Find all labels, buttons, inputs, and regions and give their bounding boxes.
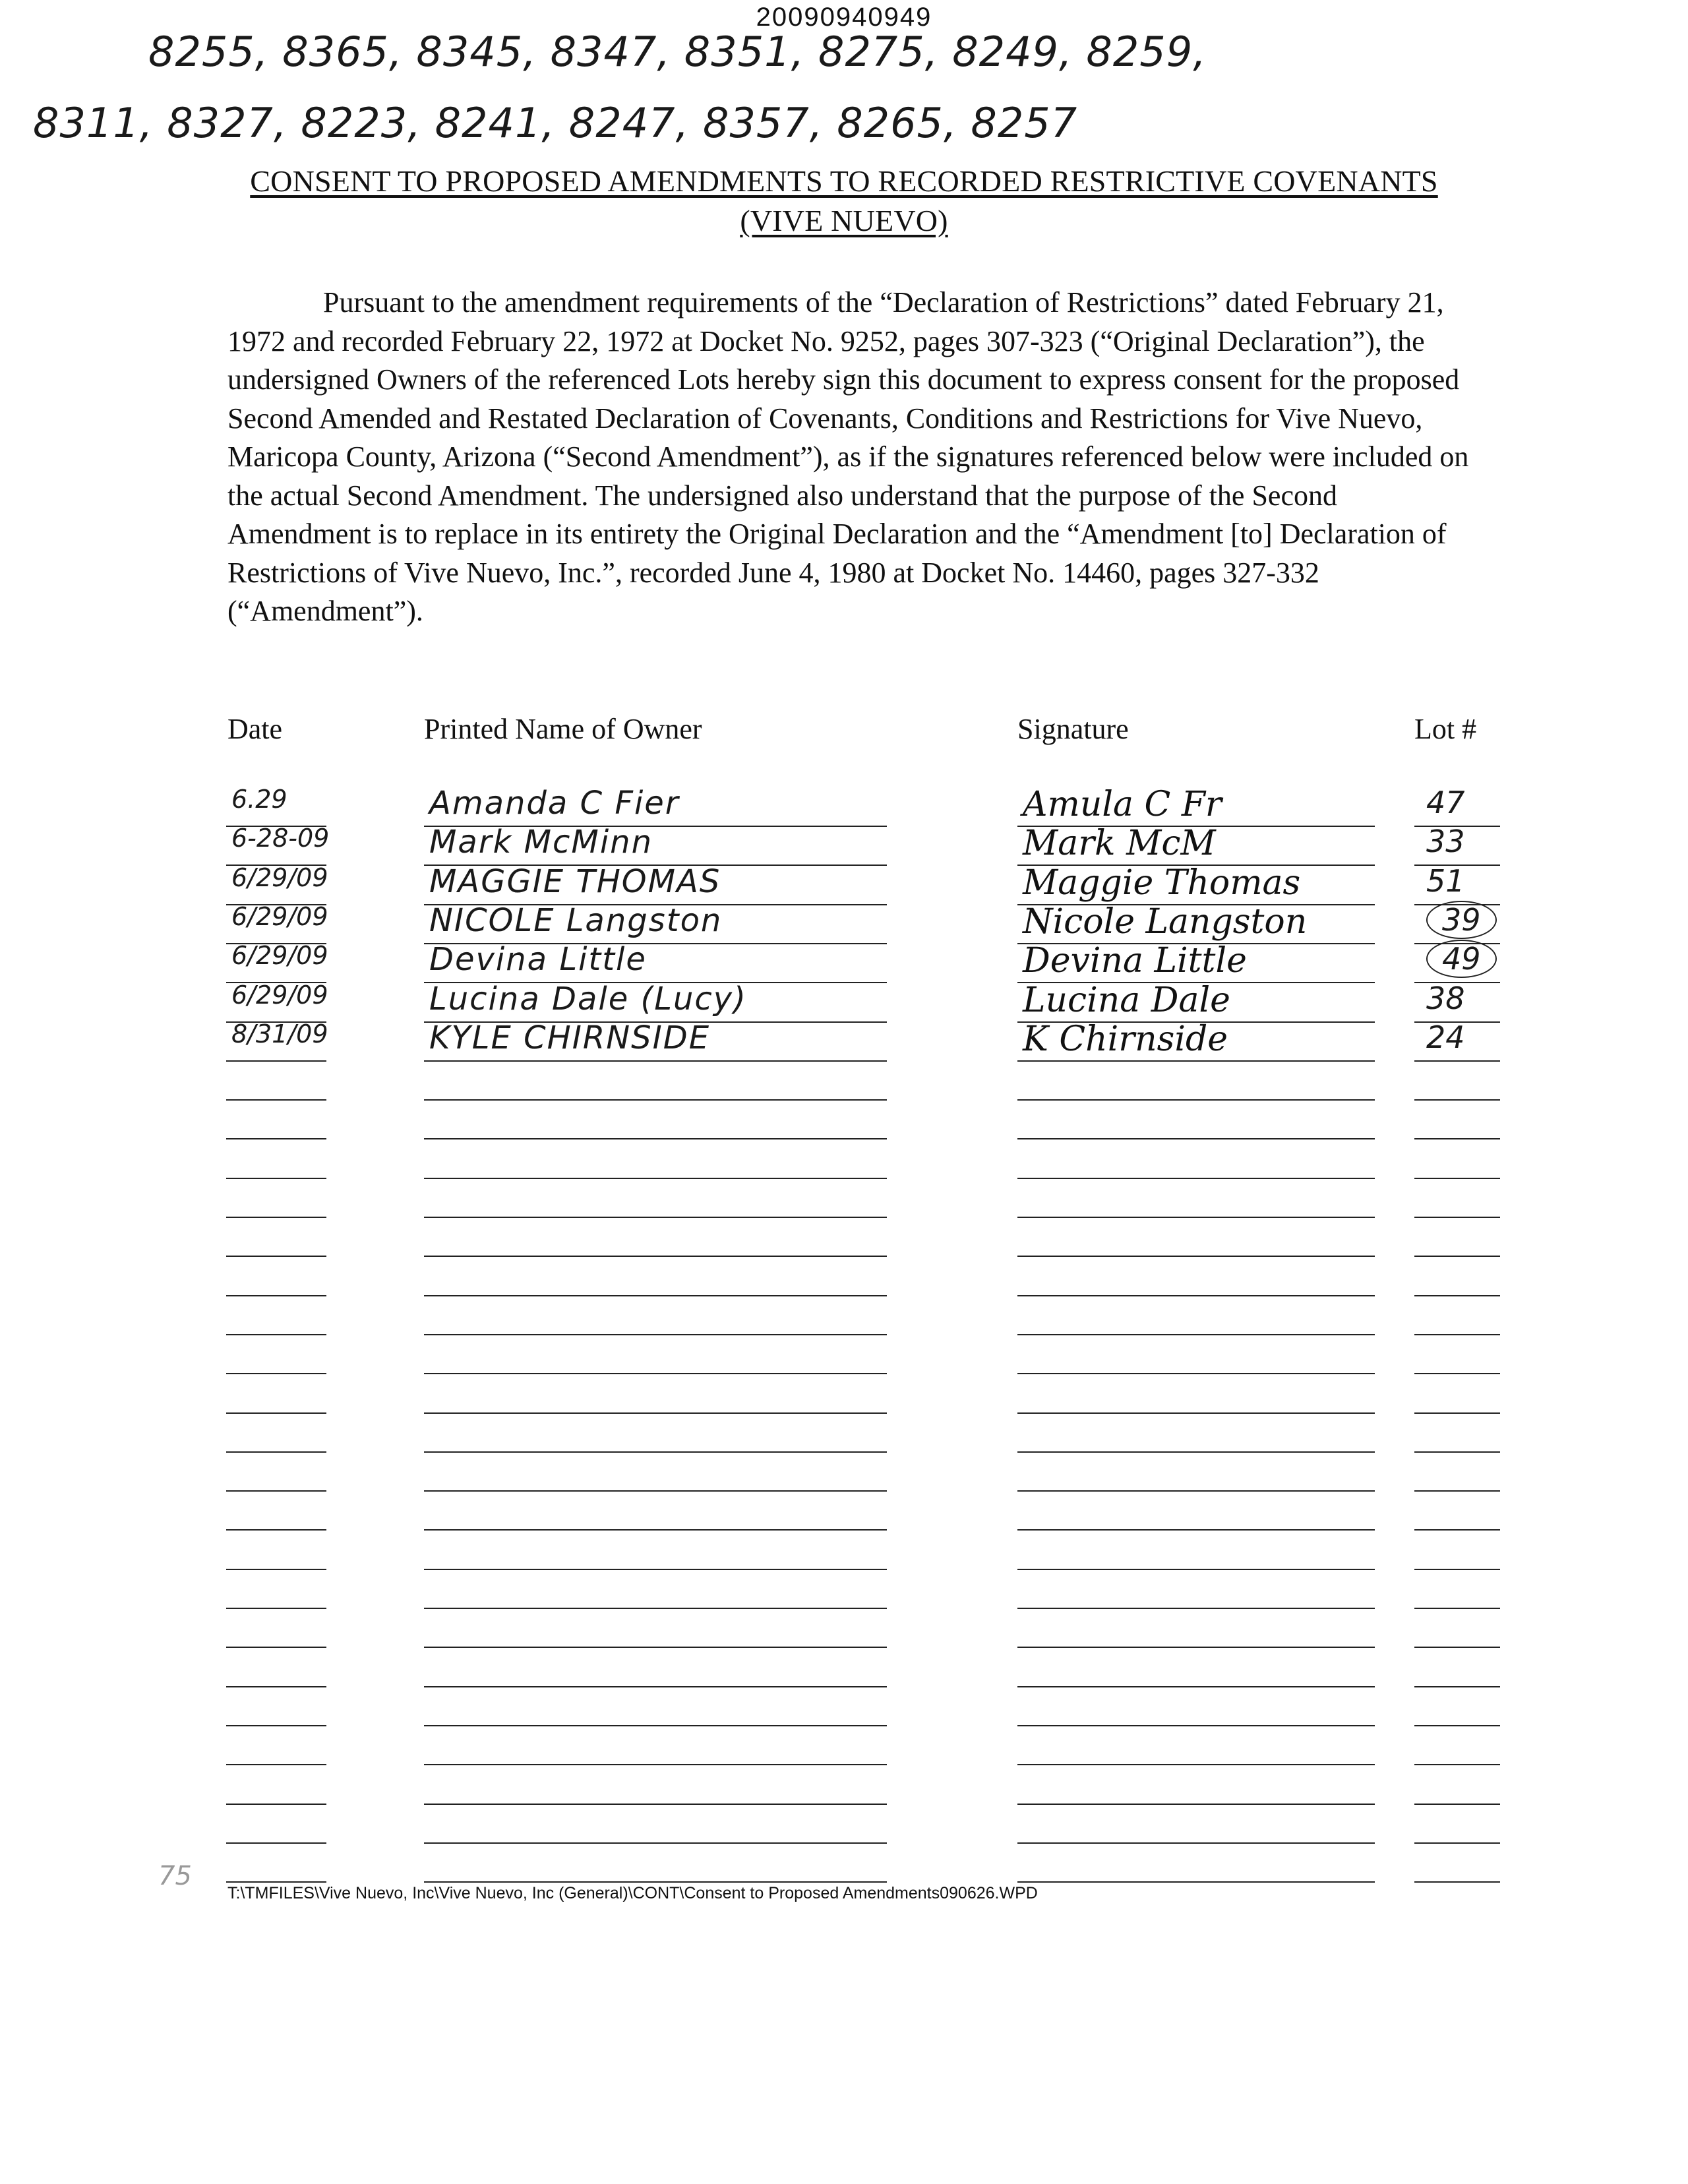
- signature-line-name: [424, 1178, 887, 1179]
- signature-line-name: [424, 1764, 887, 1765]
- signature-line-lot: [1414, 1764, 1500, 1765]
- signature-line-signature: [1017, 1256, 1375, 1257]
- signature-line-signature: [1017, 1647, 1375, 1648]
- signature-line-lot: [1414, 1256, 1500, 1257]
- signature-line-date: [226, 1804, 326, 1805]
- signature-line-name: [424, 1412, 887, 1414]
- signature-line-name: [424, 1295, 887, 1296]
- signature-line-date: [226, 1686, 326, 1687]
- table-row-date: [231, 902, 328, 931]
- signature-line-lot: [1414, 1686, 1500, 1687]
- cell-signature-text: Devina Little: [1023, 941, 1247, 981]
- signature-line-date: [226, 1647, 326, 1648]
- signature-line-signature: [1017, 1217, 1375, 1218]
- cell-signature-text: Nicole Langston: [1023, 902, 1308, 942]
- signature-line-lot: [1414, 1725, 1500, 1726]
- signature-line-lot: [1414, 1608, 1500, 1609]
- signature-line-name: [424, 1373, 887, 1374]
- cell-name-text: Lucina Dale (Lucy): [429, 981, 747, 1017]
- signature-line-signature: [1017, 1569, 1375, 1570]
- signature-line-name: [424, 1804, 887, 1805]
- signature-line-lot: [1414, 1647, 1500, 1648]
- signature-line-name: [424, 1099, 887, 1101]
- signature-line-signature: [1017, 1099, 1375, 1101]
- signature-line-name: [424, 1647, 887, 1648]
- table-row-name: [429, 941, 647, 978]
- cell-signature-text: K Chirnside: [1023, 1019, 1228, 1059]
- table-row-lot: [1426, 981, 1465, 1016]
- document-title: CONSENT TO PROPOSED AMENDMENTS TO RECORDED RESTRICTIVE COVENANTS: [250, 164, 1438, 198]
- signature-line-name: [424, 1334, 887, 1335]
- signature-line-lot: [1414, 1451, 1500, 1453]
- signature-line-date: [226, 1373, 326, 1374]
- signature-line-name: [424, 1725, 887, 1726]
- table-row-name: [429, 981, 747, 1017]
- signature-line-name: [424, 1138, 887, 1139]
- table-row-lot: [1426, 902, 1497, 938]
- signature-line-name: [424, 1569, 887, 1570]
- signature-line-lot: [1414, 1060, 1500, 1062]
- signature-line-signature: [1017, 1842, 1375, 1844]
- table-row-signature: [1023, 902, 1307, 942]
- signature-line-signature: [1017, 1334, 1375, 1335]
- signature-line-date: [226, 1451, 326, 1453]
- cell-name-text: NICOLE Langston: [429, 902, 723, 939]
- signature-line-lot: [1414, 1881, 1500, 1883]
- cell-lot-text: 33: [1426, 824, 1465, 859]
- signature-line-signature: [1017, 1060, 1375, 1062]
- handwritten-lot-list-line-2: 8311, 8327, 8223, 8241, 8247, 8357, 8265, 8257: [33, 99, 1078, 147]
- signature-line-lot: [1414, 1334, 1500, 1335]
- signature-line-date: [226, 1569, 326, 1570]
- consent-paragraph: [227, 284, 1480, 631]
- signature-line-date: [226, 1490, 326, 1492]
- signature-line-signature: [1017, 1608, 1375, 1609]
- signature-line-date: [226, 1764, 326, 1765]
- table-row-name: [429, 1019, 710, 1056]
- signature-line-name: [424, 1060, 887, 1062]
- signature-line-signature: [1017, 1412, 1375, 1414]
- cell-signature-text: Lucina Dale: [1023, 981, 1230, 1020]
- cell-date-text: 6/29/09: [231, 941, 328, 970]
- cell-lot-text: 38: [1426, 981, 1465, 1016]
- table-row-lot: [1426, 941, 1497, 977]
- cell-name-text: KYLE CHIRNSIDE: [429, 1019, 711, 1056]
- cell-lot-text: 24: [1426, 1019, 1465, 1055]
- signature-line-lot: [1414, 1138, 1500, 1139]
- cell-date-text: 6/29/09: [231, 981, 328, 1010]
- signature-line-lot: [1414, 1804, 1500, 1805]
- signature-line-lot: [1414, 1217, 1500, 1218]
- signature-line-signature: [1017, 1686, 1375, 1687]
- cell-name-text: Amanda C Fier: [429, 785, 680, 822]
- signature-line-name: [424, 1881, 887, 1883]
- column-header-date: Date: [227, 713, 283, 745]
- table-row-lot: [1426, 1019, 1465, 1055]
- table-row-date: [231, 981, 328, 1010]
- signature-line-name: [424, 1217, 887, 1218]
- signature-line-signature: [1017, 1138, 1375, 1139]
- cell-name-text: MAGGIE THOMAS: [429, 863, 721, 900]
- column-header-lot: Lot #: [1414, 713, 1477, 745]
- signature-line-signature: [1017, 1725, 1375, 1726]
- column-header-printed-name: Printed Name of Owner: [424, 713, 702, 745]
- margin-mark: 75: [158, 1861, 192, 1891]
- signature-line-date: [226, 1412, 326, 1414]
- signature-line-lot: [1414, 1412, 1500, 1414]
- signature-line-signature: [1017, 1529, 1375, 1531]
- table-row-date: [231, 863, 328, 892]
- cell-lot-text: 47: [1426, 785, 1465, 820]
- signature-line-name: [424, 1686, 887, 1687]
- signature-line-signature: [1017, 1178, 1375, 1179]
- signature-line-date: [226, 1881, 326, 1883]
- table-row-name: [429, 785, 680, 822]
- cell-date-text: 6.29: [231, 785, 287, 814]
- signature-line-date: [226, 1334, 326, 1335]
- signature-line-lot: [1414, 1373, 1500, 1374]
- signature-line-lot: [1414, 1529, 1500, 1531]
- table-row-name: [429, 824, 653, 861]
- cell-signature-text: Maggie Thomas: [1023, 863, 1301, 903]
- cell-name-text: Devina Little: [429, 941, 647, 978]
- signature-line-lot: [1414, 1295, 1500, 1296]
- handwritten-lot-list-line-1: 8255, 8365, 8345, 8347, 8351, 8275, 8249, 8259,: [148, 28, 1207, 76]
- signature-line-signature: [1017, 1373, 1375, 1374]
- signature-line-lot: [1414, 1490, 1500, 1492]
- footer-file-path: T:\TMFILES\Vive Nuevo, Inc\Vive Nuevo, Inc (General)\CONT\Consent to Proposed Amendments090626.WPD: [227, 1884, 1038, 1902]
- signature-line-date: [226, 1217, 326, 1218]
- signature-line-date: [226, 1256, 326, 1257]
- document-subtitle: (VIVE NUEVO): [740, 204, 948, 237]
- cell-signature-text: Amula C Fr: [1023, 785, 1222, 824]
- table-row-date: [231, 824, 329, 853]
- table-row-signature: [1023, 981, 1230, 1020]
- signature-line-name: [424, 1490, 887, 1492]
- signature-line-name: [424, 1842, 887, 1844]
- signature-line-lot: [1414, 1099, 1500, 1101]
- recording-number: 20090940949: [756, 3, 932, 32]
- signature-line-signature: [1017, 1881, 1375, 1883]
- cell-date-text: 6/29/09: [231, 863, 328, 892]
- cell-lot-text: 51: [1426, 863, 1465, 899]
- signature-line-signature: [1017, 1451, 1375, 1453]
- table-row-signature: [1023, 824, 1216, 863]
- table-row-lot: [1426, 785, 1465, 820]
- signature-line-name: [424, 1529, 887, 1531]
- signature-line-lot: [1414, 1842, 1500, 1844]
- signature-line-date: [226, 1608, 326, 1609]
- signature-line-lot: [1414, 1178, 1500, 1179]
- signature-line-name: [424, 1608, 887, 1609]
- signature-line-date: [226, 1060, 326, 1062]
- table-row-date: [231, 941, 328, 970]
- cell-signature-text: Mark McM: [1023, 824, 1216, 863]
- table-row-name: [429, 902, 722, 939]
- cell-date-text: 6-28-09: [231, 824, 330, 853]
- signature-line-signature: [1017, 1295, 1375, 1296]
- signature-line-signature: [1017, 1490, 1375, 1492]
- table-row-signature: [1023, 785, 1222, 824]
- table-row-date: [231, 785, 287, 814]
- signature-line-date: [226, 1725, 326, 1726]
- table-row-signature: [1023, 941, 1247, 981]
- column-header-signature: Signature: [1017, 713, 1129, 745]
- table-row-lot: [1426, 824, 1465, 859]
- signature-line-name: [424, 1451, 887, 1453]
- signature-line-date: [226, 1295, 326, 1296]
- table-row-signature: [1023, 863, 1300, 903]
- signature-line-date: [226, 1178, 326, 1179]
- signature-line-date: [226, 1099, 326, 1101]
- signature-line-date: [226, 1138, 326, 1139]
- table-row-signature: [1023, 1019, 1228, 1059]
- consent-paragraph-text: Pursuant to the amendment requirements of the “Declaration of Restrictions” dated February 21, 1972 and recorded February 22, 1972 at Docket No. 9252, pages 307-323 (“Original Declaration”), the undersigned Owners of the referenced Lots hereby sign this document to express consent for the proposed Second Amended and Restated Declaration of Covenants, Conditions and Restrictions for Vive Nuevo, Maricopa County, Arizona (“Second Amendment”), as if the signatures referenced below were included on the actual Second Amendment. The undersigned also understand that the purpose of the Second Amendment is to replace in its entirety the Original Declaration and the “Amendment [to] Declaration of Restrictions of Vive Nuevo, Inc.”, recorded June 4, 1980 at Docket No. 14460, pages 327-332 (“Amendment”).: [227, 286, 1469, 627]
- table-row-name: [429, 863, 721, 900]
- cell-name-text: Mark McMinn: [429, 824, 653, 861]
- signature-line-signature: [1017, 1764, 1375, 1765]
- cell-date-text: 8/31/09: [231, 1019, 328, 1048]
- cell-date-text: 6/29/09: [231, 902, 328, 931]
- cell-lot-text: 49: [1426, 940, 1497, 978]
- table-row-lot: [1426, 863, 1465, 899]
- signature-line-date: [226, 1529, 326, 1531]
- table-row-date: [231, 1019, 328, 1048]
- signature-line-date: [226, 1842, 326, 1844]
- signature-line-lot: [1414, 1569, 1500, 1570]
- signature-line-signature: [1017, 1804, 1375, 1805]
- cell-lot-text: 39: [1426, 901, 1497, 939]
- signature-line-name: [424, 1256, 887, 1257]
